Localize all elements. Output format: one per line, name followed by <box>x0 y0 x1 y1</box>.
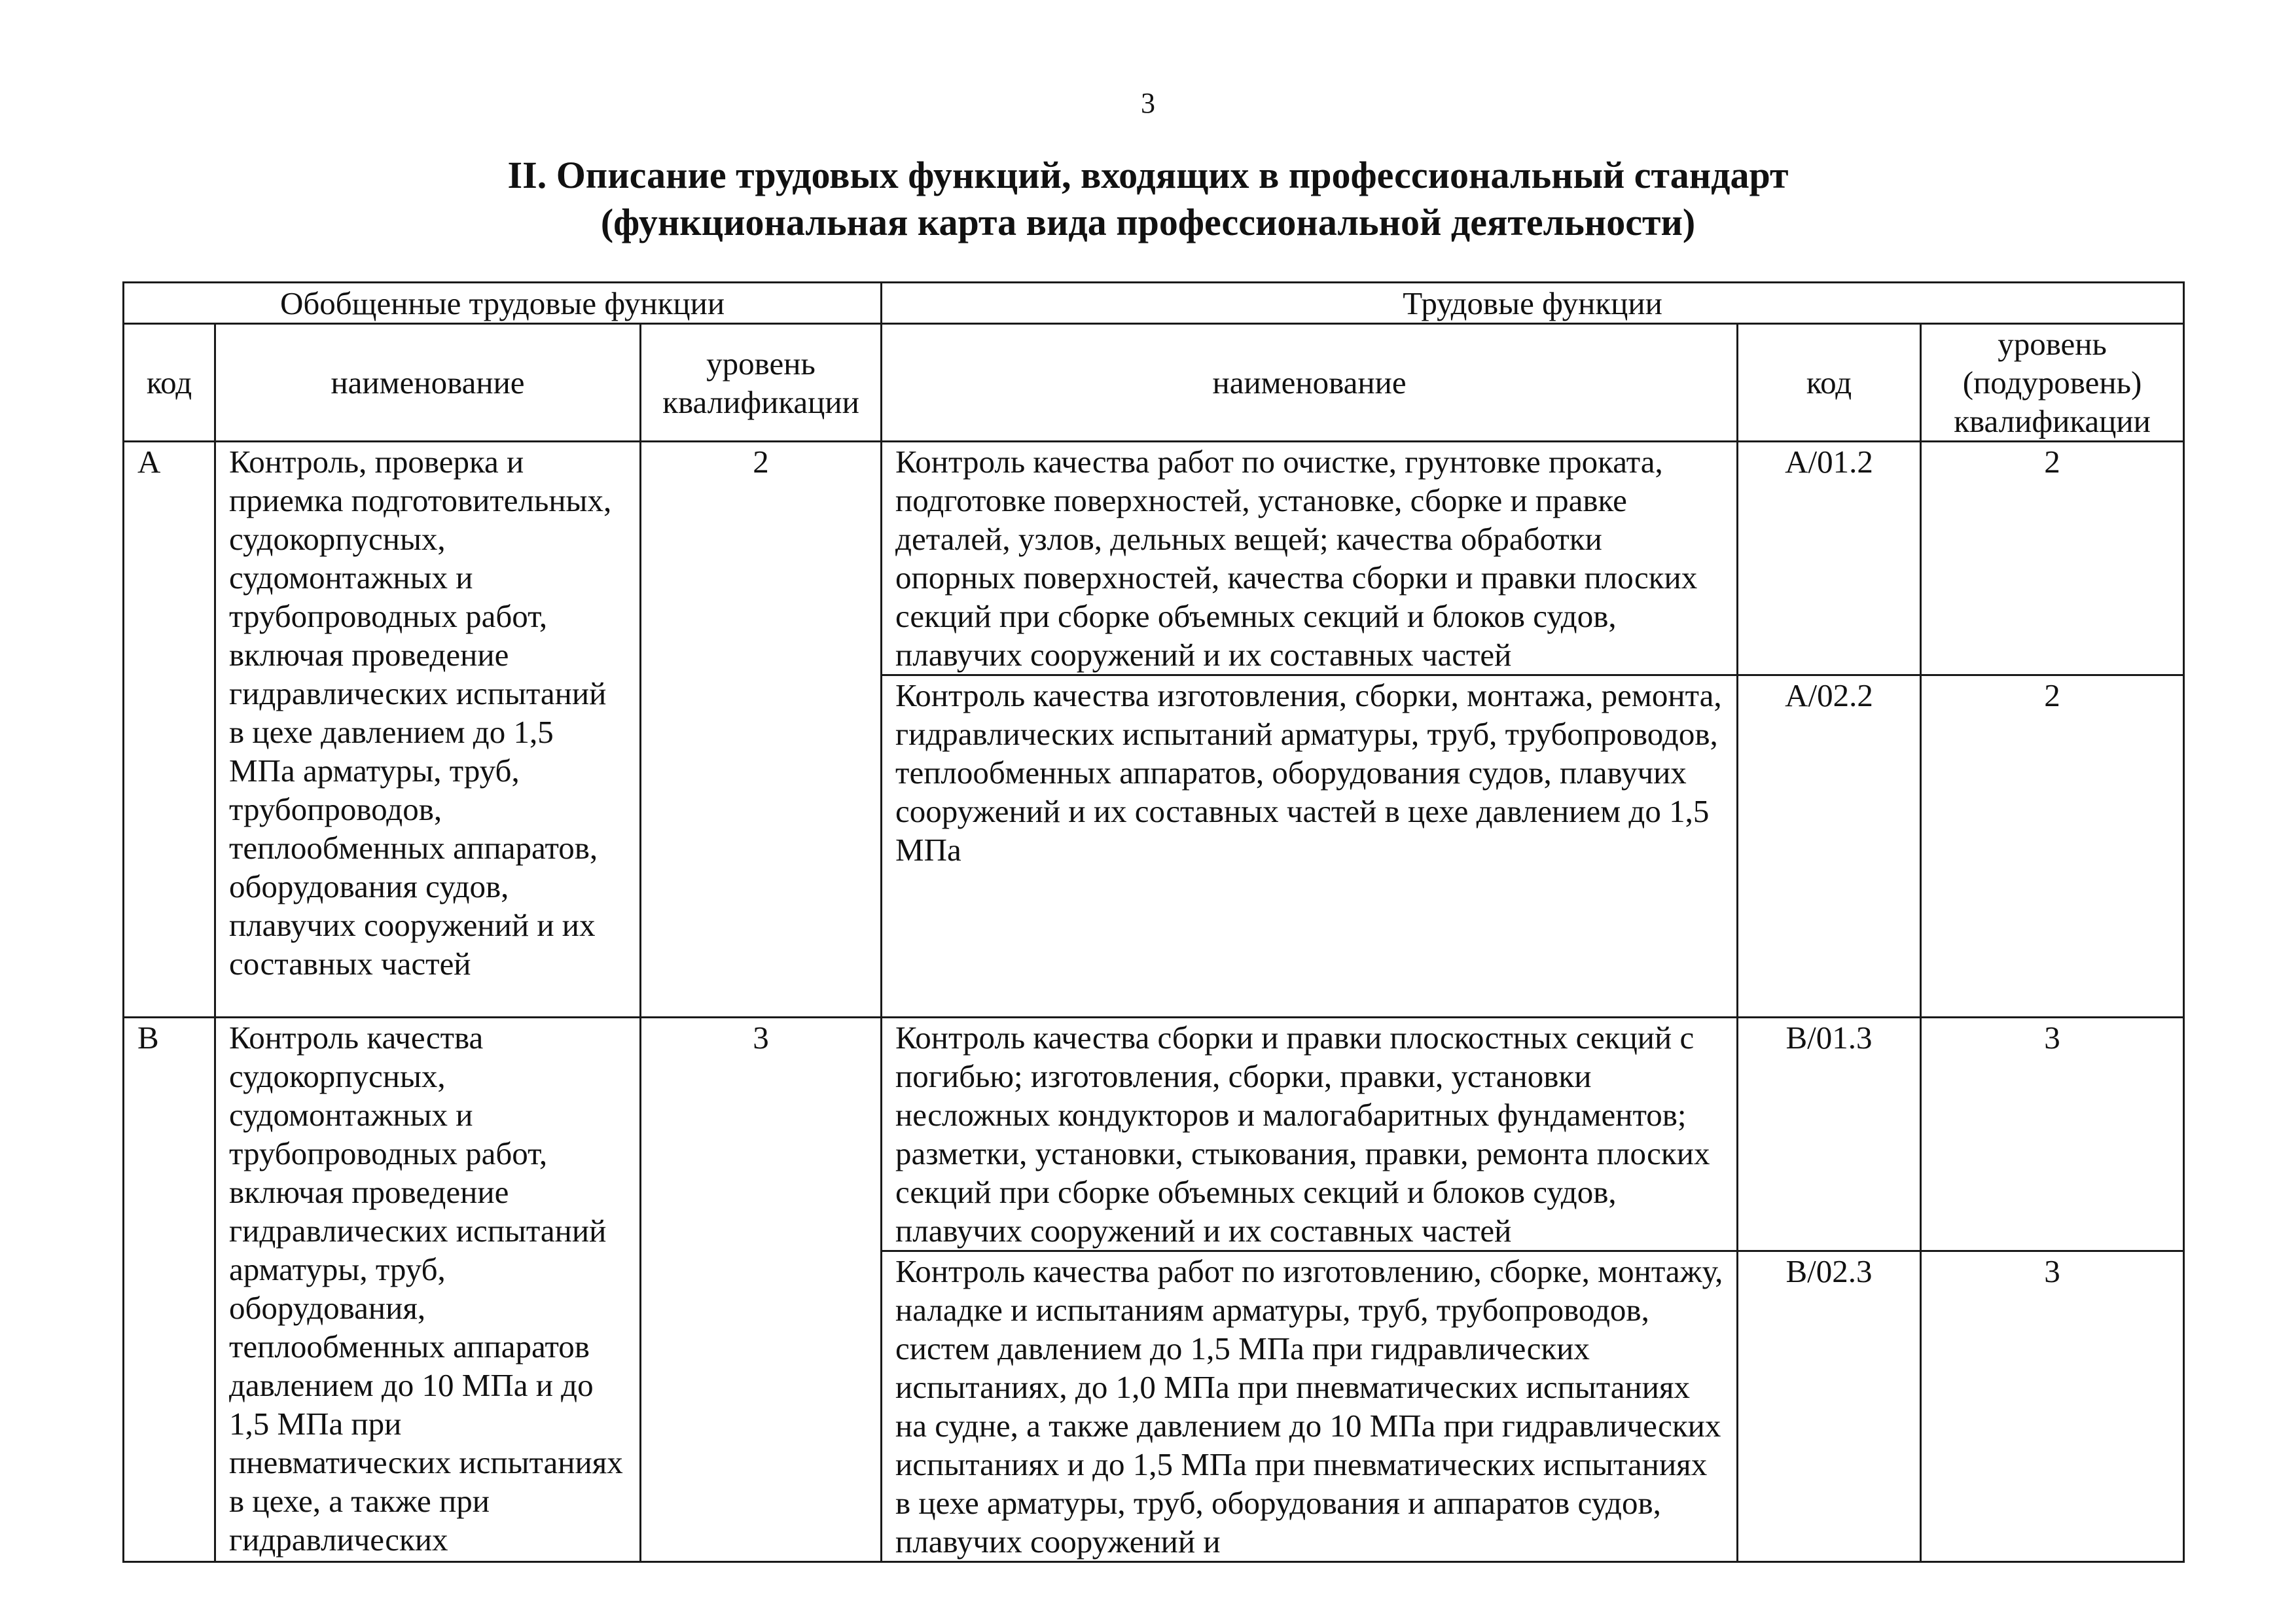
labor-functions-header: Трудовые функции <box>882 283 2184 324</box>
col-tf-name: наименование <box>882 324 1738 442</box>
gen-function-name: Контроль, проверка и приемка подготовительных, судокорпусных, судомонтажных и трубопроводных работ, включая проведение гидравлических испытаний в цехе давлением до 1,5 МПа арматуры, труб, трубопроводов, теплообменных аппаратов, оборудования судов, плавучих сооружений и их составных частей <box>215 442 641 1018</box>
labor-function-level: 2 <box>1921 675 2184 1018</box>
table-row <box>124 442 2184 675</box>
labor-function-name: Контроль качества работ по очистке, грунтовке проката, подготовке поверхностей, установке, сборке и правке деталей, узлов, дельных вещей; качества обработки опорных поверхностей, качества сборки и правки плоских секций при сборке объемных секций и блоков судов, плавучих сооружений и их составных частей <box>882 442 1738 675</box>
labor-function-name: Контроль качества работ по изготовлению, сборке, монтажу, наладке и испытаниям арматуры, труб, трубопроводов, систем давлением до 1,5 МПа при гидравлических испытаниях, до 1,0 МПа при пневматических испытаниях на судне, а также давлением до 10 МПа при гидравлических испытаниях и до 1,5 МПа при пневматических испытаниях в цехе арматуры, труб, оборудования и аппаратов судов, плавучих сооружений и <box>882 1251 1738 1562</box>
table-column-header-row <box>124 324 2184 442</box>
labor-function-level: 3 <box>1921 1018 2184 1251</box>
section-title-line-1: II. Описание трудовых функций, входящих в профессиональный стандарт <box>507 154 1789 196</box>
labor-function-name: Контроль качества изготовления, сборки, монтажа, ремонта, гидравлических испытаний арматуры, труб, трубопроводов, теплообменных аппаратов, оборудования судов, плавучих сооружений и их составных частей в цехе давлением до 1,5 МПа <box>882 675 1738 1018</box>
col-tf-code: код <box>1738 324 1921 442</box>
table-group-header-row <box>124 283 2184 324</box>
gen-function-level: 2 <box>641 442 882 1018</box>
table-row <box>124 1018 2184 1251</box>
gen-function-name: Контроль качества судокорпусных, судомонтажных и трубопроводных работ, включая проведение гидравлических испытаний арматуры, труб, оборудования, теплообменных аппаратов давлением до 10 МПа и до 1,5 МПа при пневматических испытаниях в цехе, а также при гидравлических <box>215 1018 641 1562</box>
labor-function-code: B/02.3 <box>1738 1251 1921 1562</box>
gen-function-code: B <box>124 1018 215 1562</box>
section-title-line-2: (функциональная карта вида профессиональной деятельности) <box>600 201 1696 243</box>
page-number: 3 <box>1141 87 1155 119</box>
col-gen-code: код <box>124 324 215 442</box>
col-tf-level: уровень (подуровень) квалификации <box>1921 324 2184 442</box>
functional-map-table <box>122 281 2185 1563</box>
section-title <box>0 152 2296 246</box>
gen-function-level: 3 <box>641 1018 882 1562</box>
labor-function-level: 3 <box>1921 1251 2184 1562</box>
labor-function-code: B/01.3 <box>1738 1018 1921 1251</box>
gen-function-code: A <box>124 442 215 1018</box>
labor-function-code: A/02.2 <box>1738 675 1921 1018</box>
labor-function-code: A/01.2 <box>1738 442 1921 675</box>
labor-function-level: 2 <box>1921 442 2184 675</box>
col-gen-level: уровень квалификации <box>641 324 882 442</box>
generalized-functions-header: Обобщенные трудовые функции <box>124 283 882 324</box>
labor-function-name: Контроль качества сборки и правки плоскостных секций с погибью; изготовления, сборки, правки, установки несложных кондукторов и малогабаритных фундаментов; разметки, установки, стыкования, правки, ремонта плоских секций при сборке объемных секций и блоков судов, плавучих сооружений и их составных частей <box>882 1018 1738 1251</box>
col-gen-name: наименование <box>215 324 641 442</box>
